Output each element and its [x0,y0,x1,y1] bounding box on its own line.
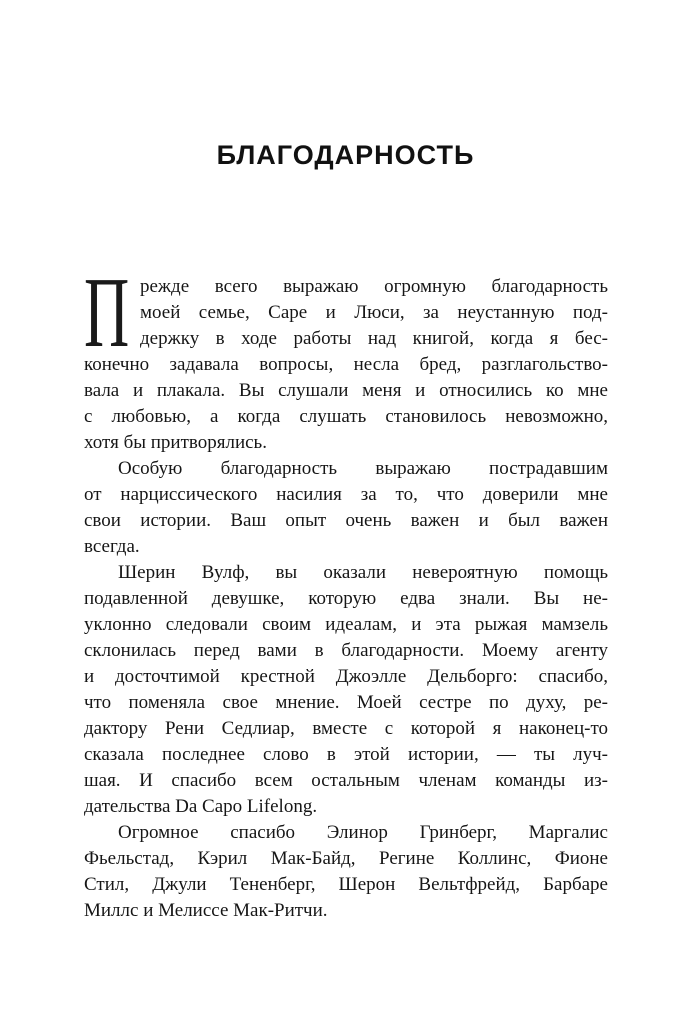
text-line: от нарциссического насилия за то, что доверили мне [84,484,608,505]
text-line: держку в ходе работы над книгой, когда я бес- [140,328,608,349]
paragraph [84,560,608,820]
text-line: что поменяла свое мнение. Моей сестре по духу, ре- [84,692,608,713]
text-line: хотя бы притворялись. [84,432,267,453]
paragraph [84,256,608,456]
text-line: Особую благодарность выражаю пострадавшим [118,458,608,479]
text-line: и досточтимой крестной Джоэлле Дельборго: спасибо, [84,666,608,687]
text-line: дательства Da Capo Lifelong. [84,796,318,817]
text-line: сказала последнее слово в этой истории, — ты луч- [84,744,608,765]
text-line: уклонно следовали своим идеалам, и эта рыжая мамзель [84,614,608,635]
text-line: Стил, Джули Тененберг, Шерон Вельтфрейд, Барбаре [84,874,608,895]
text-line: вала и плакала. Вы слушали меня и относились ко мне [84,380,608,401]
text-line: Миллс и Мелиссе Мак-Ритчи. [84,900,328,921]
dropcap [84,256,140,368]
text-line: Огромное спасибо Элинор Гринберг, Маргалис [118,822,608,843]
chapter-title: БЛАГОДАРНОСТЬ [216,140,475,170]
text-line: с любовью, а когда слушать становилось невозможно, [84,406,608,427]
text-line: конечно задавала вопросы, несла бред, разглагольство- [84,354,608,375]
paragraph [84,456,608,560]
body-text [84,256,608,924]
text-line: Фьельстад, Кэрил Мак-Байд, Регине Коллинс, Фионе [84,848,608,869]
text-line: моей семье, Саре и Люси, за неустанную под- [140,302,608,323]
text-line: шая. И спасибо всем остальным членам команды из- [84,770,608,791]
text-line: всегда. [84,536,140,557]
text-line: склонилась перед вами в благодарности. Моему агенту [84,640,608,661]
text-line: подавленной девушке, которую едва знали. Вы не- [84,588,608,609]
text-line: режде всего выражаю огромную благодарность [140,276,608,297]
text-line: дактору Рени Седлиар, вместе с которой я наконец-то [84,718,608,739]
text-line: свои истории. Ваш опыт очень важен и был важен [84,510,608,531]
text-line: Шерин Вулф, вы оказали невероятную помощь [118,562,608,583]
dropcap-letter: П [84,256,130,368]
paragraph [84,820,608,924]
